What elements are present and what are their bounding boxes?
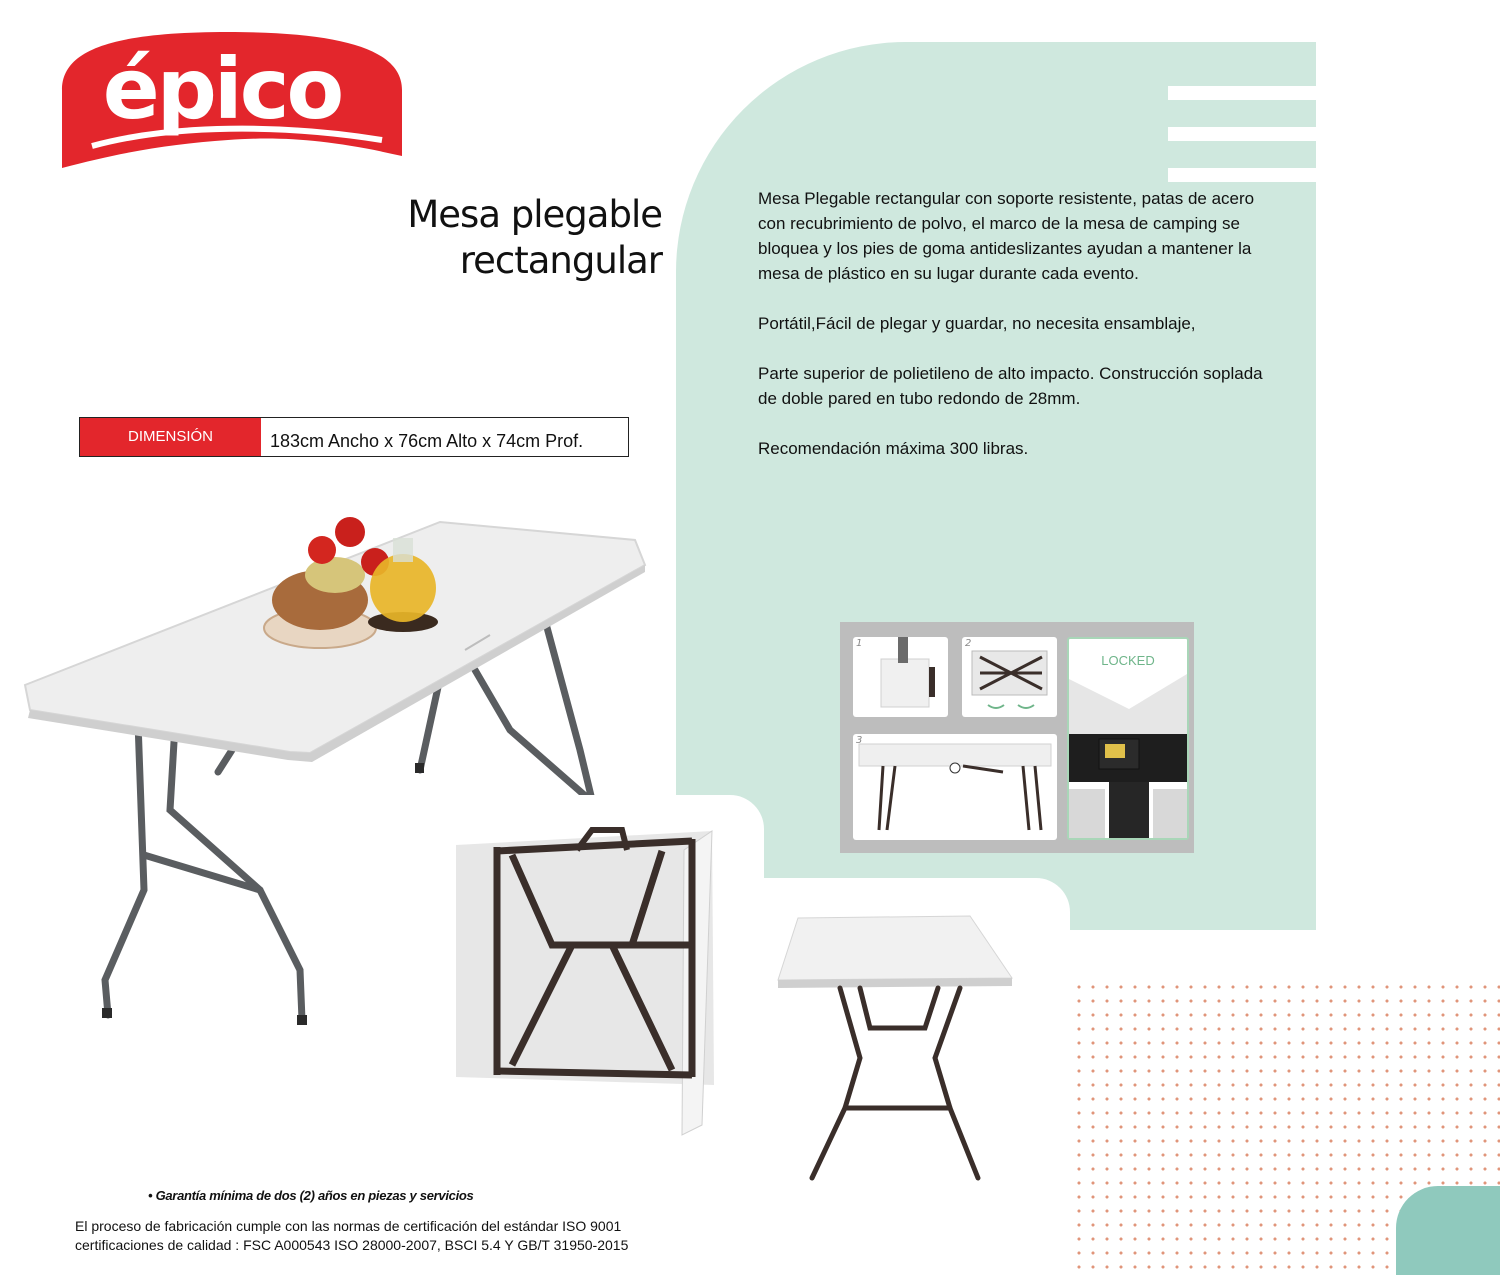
corner-accent bbox=[1396, 1186, 1500, 1275]
lock-mechanism-image bbox=[1069, 639, 1187, 838]
step-3-panel bbox=[853, 734, 1057, 840]
folding-steps-panel bbox=[840, 622, 1194, 853]
step-number: 1 bbox=[856, 638, 863, 649]
decor-stripe bbox=[1168, 127, 1316, 141]
decor-stripe bbox=[1168, 86, 1316, 100]
certification-line: certificaciones de calidad : FSC A000543 ISO 28000-2007, BSCI 5.4 Y GB/T 31950-2015 bbox=[75, 1237, 629, 1253]
dimension-label: DIMENSIÓN bbox=[80, 418, 261, 456]
locked-label: LOCKED bbox=[1101, 653, 1155, 668]
certification-text bbox=[75, 1217, 675, 1255]
description-paragraph: Portátil,Fácil de plegar y guardar, no necesita ensamblaje, bbox=[758, 314, 1196, 333]
step-1-panel bbox=[853, 637, 948, 717]
folded-table-image bbox=[372, 795, 764, 1225]
small-table-card bbox=[760, 878, 1070, 1218]
title-line-2: rectangular bbox=[459, 239, 662, 282]
product-description bbox=[758, 186, 1278, 486]
decor-stripe bbox=[1168, 168, 1316, 182]
step-number: 3 bbox=[856, 735, 863, 746]
title-line-1: Mesa plegable bbox=[407, 193, 662, 236]
dimension-bar bbox=[79, 417, 629, 457]
description-paragraph: Recomendación máxima 300 libras. bbox=[758, 439, 1029, 458]
product-title bbox=[300, 192, 662, 284]
brand-logo bbox=[52, 28, 404, 178]
step-number: 2 bbox=[965, 638, 972, 649]
folded-table-card bbox=[372, 795, 764, 1225]
small-table-image bbox=[760, 878, 1070, 1218]
logo-text: épico bbox=[102, 40, 342, 138]
description-paragraph: Mesa Plegable rectangular con soporte resistente, patas de acero con recubrimiento de polvo, el marco de la mesa de camping se bloquea y los pies de goma antideslizantes ayudan a mantener la mesa de plástico en su lugar durante cada evento. bbox=[758, 189, 1255, 283]
step-2-panel bbox=[962, 637, 1057, 717]
step-2-image bbox=[962, 637, 1057, 717]
dimension-value: 183cm Ancho x 76cm Alto x 74cm Prof. bbox=[270, 431, 584, 451]
step-3-image bbox=[853, 734, 1057, 840]
step-1-image bbox=[853, 637, 948, 717]
warranty-note: • Garantía mínima de dos (2) años en piezas y servicios bbox=[148, 1188, 474, 1203]
certification-line: El proceso de fabricación cumple con las normas de certificación del estándar ISO 9001 bbox=[75, 1218, 622, 1234]
locked-detail-panel bbox=[1067, 637, 1189, 840]
description-paragraph: Parte superior de polietileno de alto impacto. Construcción soplada de doble pared en tubo redondo de 28mm. bbox=[758, 364, 1263, 408]
